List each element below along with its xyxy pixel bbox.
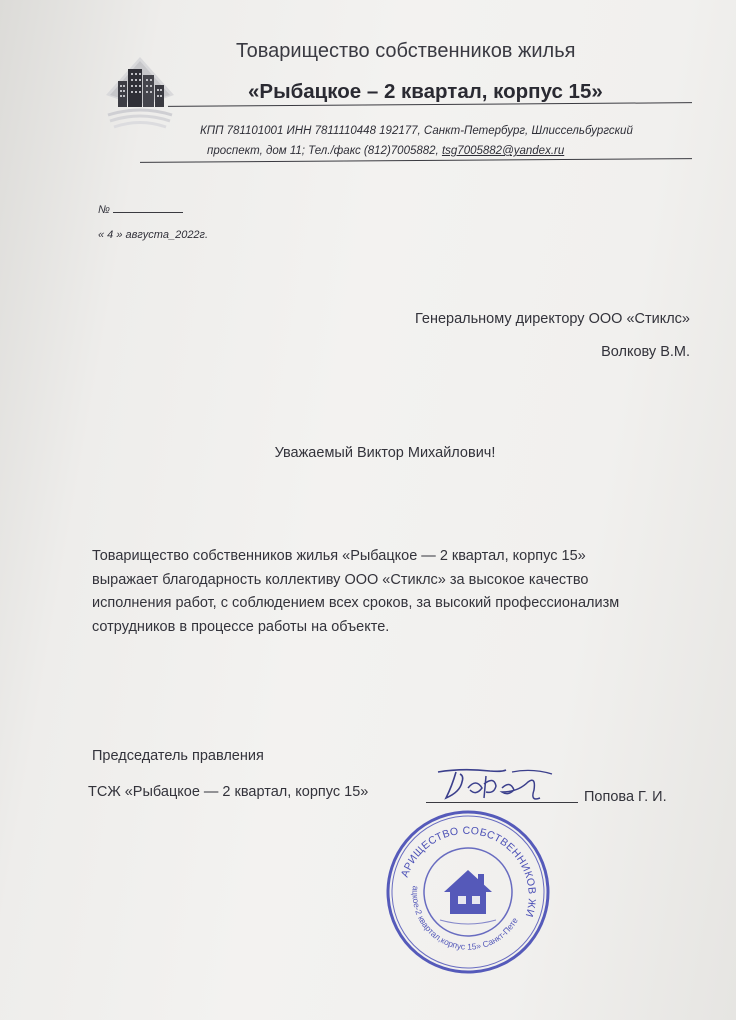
org-email-link[interactable]: tsg7005882@yandex.ru	[441, 145, 565, 157]
requisites-line1: КПП 781101001 ИНН 7811110448 192177, Санкт-Петербург, Шлиссельбургский	[200, 125, 633, 137]
salutation: Уважаемый Виктор Михайлович!	[274, 445, 496, 461]
org-name: Товарищество собственников жилья	[236, 40, 576, 62]
stamp-text-top: ТОВАРИЩЕСТВО СОБСТВЕННИКОВ ЖИЛЬЯ	[398, 824, 538, 919]
signer-organization: ТСЖ «Рыбацкое — 2 квартал, корпус 15»	[88, 784, 369, 800]
signer-name: Попова Г. И.	[584, 789, 667, 805]
body-line: выражает благодарность коллективу ООО «Стиклс» за высокое качество	[92, 571, 589, 588]
building-logo-icon	[104, 55, 176, 135]
organization-stamp	[384, 808, 552, 976]
recipient-position: Генеральному директору ООО «Стиклс»	[415, 311, 690, 327]
body-line: сотрудников в процессе работы на объекте.	[92, 618, 390, 635]
letter-body	[92, 545, 712, 639]
recipient-name: Волкову В.М.	[601, 344, 690, 360]
org-requisites	[200, 121, 690, 161]
body-line: исполнения работ, с соблюдением всех сроков, за высокий профессионализм	[92, 595, 620, 611]
letter-date: « 4 » августа_2022г.	[98, 229, 209, 241]
stamp-text-bottom: «Рыбацкое-2 квартал,корпус 15» Санкт-Петербург	[410, 885, 520, 952]
stamp-house-icon	[444, 870, 492, 914]
signer-position: Председатель правления	[92, 748, 264, 764]
handwritten-signature	[432, 762, 562, 812]
body-line: Товарищество собственников жилья «Рыбацкое — 2 квартал, корпус 15»	[92, 548, 586, 564]
number-label: №	[98, 204, 110, 216]
number-blank-line	[113, 203, 183, 213]
outgoing-number	[98, 203, 218, 216]
requisites-address-phone: проспект, дом 11; Тел./факс (812)7005882,	[207, 145, 442, 157]
org-subname: «Рыбацкое – 2 квартал, корпус 15»	[248, 80, 603, 103]
